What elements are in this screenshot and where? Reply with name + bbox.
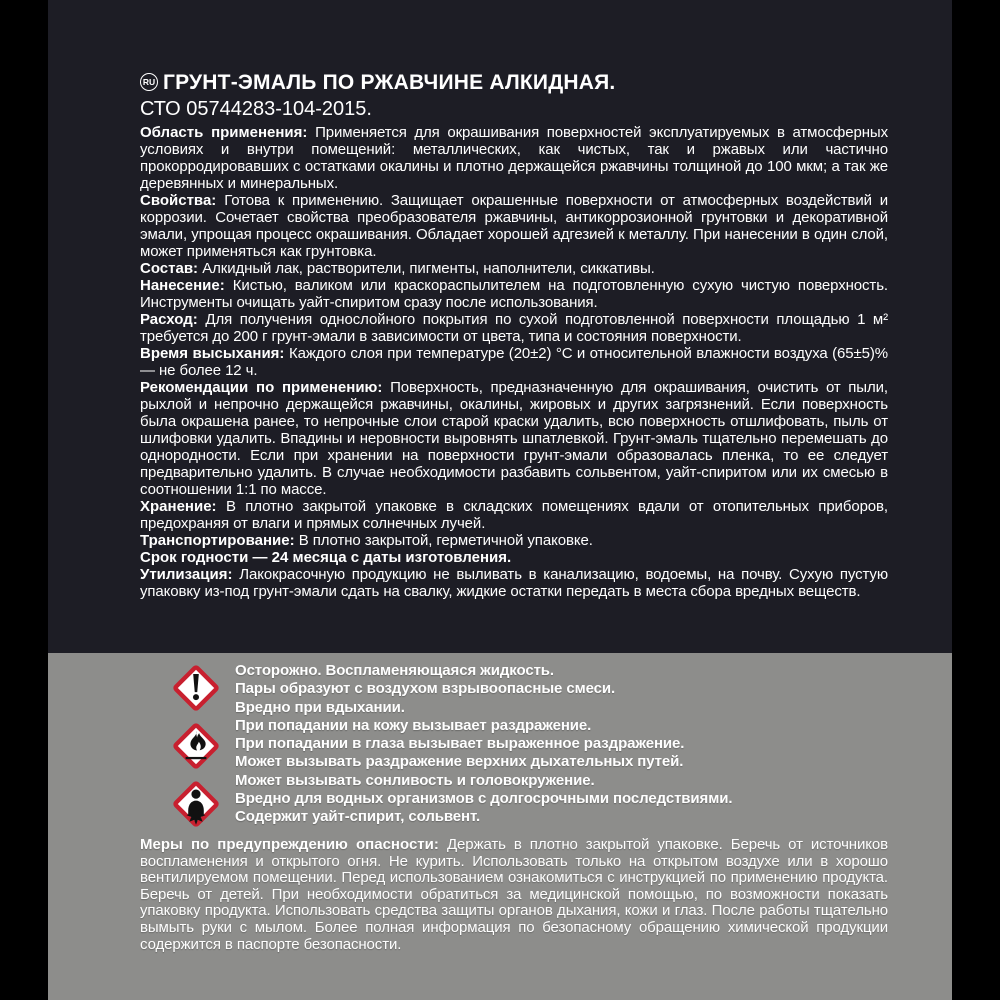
hazard-statement: Вредно при вдыхании.	[235, 698, 405, 716]
section-disposal	[140, 566, 888, 600]
section-storage	[140, 498, 888, 532]
section-text: В плотно закрытой, герметичной упаковке.	[298, 532, 593, 549]
health-hazard-icon	[170, 778, 222, 830]
flame-icon	[170, 720, 222, 772]
precautions-heading: Меры по предупреждению опасности:	[140, 836, 447, 853]
hazard-statement: Осторожно. Воспламеняющаяся жидкость.	[235, 662, 554, 679]
section-text: В плотно закрытой упаковке в складских помещениях вдали от отопительных приборов, предохраняя от влаги и прямых солнечных лучей.	[140, 498, 888, 532]
section-text: Каждого слоя при температуре (20±2) °С и относительной влажности воздуха (65±5)% — не более 12 ч.	[140, 345, 888, 379]
section-heading: Срок годности — 24 месяца с даты изготовления.	[140, 549, 512, 566]
product-info-section	[48, 0, 952, 653]
section-heading: Время высыхания:	[140, 345, 289, 362]
section-heading: Область применения:	[140, 124, 316, 141]
section-drying-time	[140, 345, 888, 379]
hazard-statement: Может вызывать сонливость и головокружение.	[235, 771, 595, 789]
section-composition	[140, 260, 888, 277]
exclamation-mark-icon	[170, 662, 222, 714]
section-text: Лакокрасочную продукцию не выливать в канализацию, водоемы, на почву. Сухую пустую упаковку из-под грунт-эмали сдать на свалку, жидкие остатки передать в места сбора вредных веществ.	[140, 566, 888, 600]
section-transport	[140, 532, 888, 549]
ru-registered-mark-icon: RU	[140, 73, 158, 91]
standard-number: СТО 05744283-104-2015.	[140, 98, 372, 120]
hazard-statement: При попадании на кожу вызывает раздражение.	[235, 716, 592, 734]
section-heading: Хранение:	[140, 498, 226, 515]
section-heading: Расход:	[140, 311, 206, 328]
section-scope	[140, 124, 888, 192]
section-text: Для получения однослойного покрытия по сухой подготовленной поверхности площадью 1 м² требуется до 200 г грунт-эмали в зависимости от цвета, типа и состояния поверхности.	[140, 311, 888, 345]
precautions-text: Держать в плотно закрытой упаковке. Беречь от источников воспламенения и открытого огня. Не курить. Использовать только на открытом воздухе или в хорошо вентилируемом помещении. Перед использованием ознакомиться с инструкцией по применению продукта. Беречь от детей. При необходимости обратиться за медицинской помощью, по возможности показать упаковку продукта. Использовать средства защиты органов дыхания, кожи и глаз. После работы тщательно вымыть руки с мылом. Более полная информация по безопасному обращению химической продукции содержится в паспорте безопасности.	[140, 836, 888, 953]
section-shelf-life	[140, 549, 888, 566]
hazard-statement: Содержит уайт-спирит, сольвент.	[235, 808, 481, 826]
product-description	[140, 124, 888, 600]
hazard-statement: При попадании в глаза вызывает выраженное раздражение.	[235, 735, 685, 753]
section-recommendations	[140, 379, 888, 498]
product-title: ГРУНТ-ЭМАЛЬ ПО РЖАВЧИНЕ АЛКИДНАЯ.	[163, 71, 616, 94]
safety-section	[48, 653, 952, 1000]
section-text: Кистью, валиком или краскораспылителем на подготовленную сухую чистую поверхность. Инструменты очищать уайт-спиритом сразу после использования.	[140, 277, 888, 311]
section-heading: Утилизация:	[140, 566, 240, 583]
section-text: Алкидный лак, растворители, пигменты, наполнители, сиккативы.	[202, 260, 655, 277]
section-consumption	[140, 311, 888, 345]
hazard-statement: Может вызывать раздражение верхних дыхательных путей.	[235, 753, 684, 771]
hazard-statements	[222, 659, 732, 830]
section-text: Готова к применению. Защищает окрашенные поверхности от атмосферных воздействий и коррозии. Сочетает свойства преобразователя ржавчины, антикоррозионной грунтовки и декоративной эмали, упрощая процесс окрашивания. Обладает хорошей адгезией к металлу. При нанесении в один слой, может применяться как грунтовка.	[140, 192, 888, 260]
section-heading: Нанесение:	[140, 277, 233, 294]
section-heading: Свойства:	[140, 192, 225, 209]
hazard-statement: Вредно для водных организмов с долгосрочными последствиями.	[235, 790, 733, 808]
section-heading: Состав:	[140, 260, 203, 277]
section-application	[140, 277, 888, 311]
section-heading: Транспортирование:	[140, 532, 299, 549]
ghs-pictograms	[170, 659, 222, 830]
section-text: Поверхность, предназначенную для окрашивания, очистить от пыли, рыхлой и непрочно держащейся ржавчины, окалины, жировых и других загрязнений. Если поверхность была окрашена ранее, то непрочные слои старой краски удалить, всю поверхность отшлифовать, пыль от шлифовки удалить. Впадины и неровности выровнять шпатлевкой. Грунт-эмаль тщательно перемешать до однородности. Если при хранении на поверхности грунт-эмали образовалась пленка, то ее следует предварительно удалить. В случае необходимости разбавить сольвентом, уайт-спиритом или их смесью в соотношении 1:1 по массе.	[140, 379, 888, 498]
precautionary-measures	[140, 837, 888, 953]
hazard-block	[48, 653, 952, 830]
section-properties	[140, 192, 888, 260]
hazard-statement: Пары образуют с воздухом взрывоопасные смеси.	[235, 680, 616, 698]
section-heading: Рекомендации по применению:	[140, 379, 391, 396]
title-row	[140, 70, 888, 96]
product-label	[48, 0, 952, 1000]
section-text: Применяется для окрашивания поверхностей эксплуатируемых в атмосферных условиях и внутри помещений: металлических, как чистых, так и ржавых или частично прокорродировавших с остатками окалины и плотно держащейся ржавчины толщиной до 100 мкм; а так же деревянных и минеральных.	[140, 124, 888, 192]
